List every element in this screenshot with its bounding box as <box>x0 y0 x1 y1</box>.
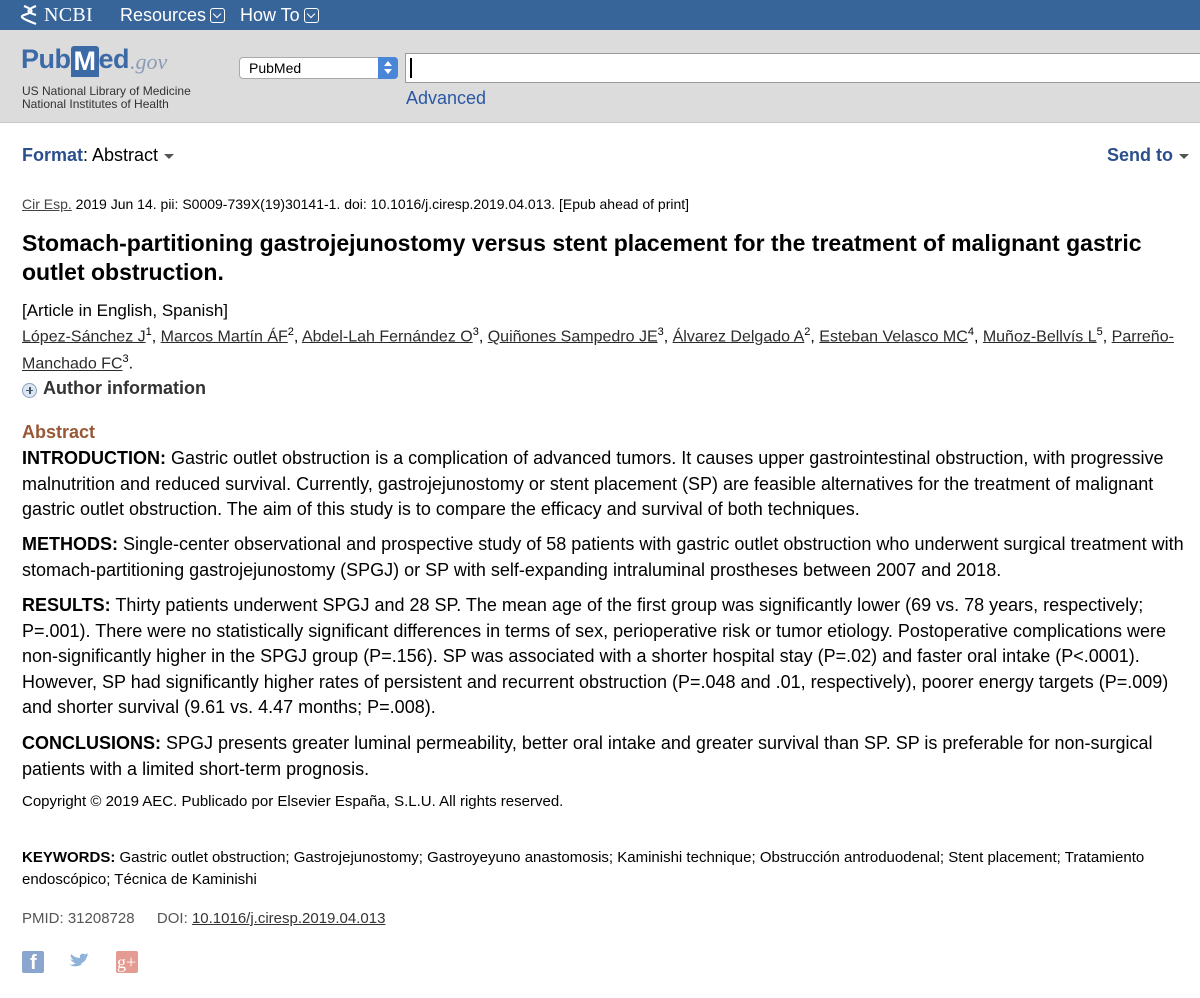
google-plus-icon: g+ <box>117 952 137 972</box>
author-information-toggle[interactable] <box>22 378 206 399</box>
doi-link[interactable]: 10.1016/j.ciresp.2019.04.013 <box>191 910 386 927</box>
ncbi-logo[interactable] <box>20 3 93 27</box>
author-affiliation: 3 <box>657 326 664 338</box>
logo-pub: Pub <box>21 44 71 74</box>
abstract-heading: Abstract <box>22 422 96 442</box>
nih-label: National Institutes of Health <box>22 97 169 111</box>
nlm-label: US National Library of Medicine <box>22 84 191 98</box>
resources-menu[interactable] <box>120 3 225 27</box>
pubmed-logo-text <box>21 44 129 75</box>
author-link[interactable]: Abdel-Lah Fernández O <box>301 328 473 346</box>
dropdown-arrow-icon <box>164 154 174 159</box>
author-affiliation: 3 <box>472 326 479 338</box>
logo-m: M <box>71 46 99 77</box>
author-information-label: Author information <box>43 378 206 398</box>
search-header <box>0 30 1200 123</box>
chevron-down-icon <box>304 8 319 23</box>
send-to-label: Send to <box>1107 145 1173 165</box>
select-arrows-icon <box>378 57 398 79</box>
doi-label: DOI: <box>156 910 192 927</box>
copyright-notice: Copyright © 2019 AEC. Publicado por Elsevier España, S.L.U. All rights reserved. <box>22 793 564 810</box>
ncbi-helix-icon <box>20 4 40 26</box>
twitter-bird-icon <box>68 951 90 973</box>
author-list: López-Sánchez $J^1$, Marcos Martín $ÁF^2$, Abdel-Lah Fernández $O^3$, Quiñones Sampedro $JE^3$, Álvarez Delgado $A^2$, Esteban Velasco $MC^4$, Muñoz-Bellvís $L^5$, Parreño-Manchado $FC^3$. <box>22 326 1174 373</box>
ncbi-top-bar <box>0 0 1200 30</box>
facebook-icon: f <box>30 952 37 974</box>
citation-line <box>22 196 689 212</box>
author-affiliation: 1 <box>145 326 152 338</box>
section-text: SPGJ presents greater luminal permeability, better oral intake and greater survival than SP. SP is preferable for non-surgical patients with a limited short-term prognosis. <box>22 733 1153 779</box>
author-link[interactable]: Parreño-Manchado FC <box>22 328 1174 373</box>
journal-link[interactable]: Cir Esp. <box>22 196 72 212</box>
twitter-share-button[interactable] <box>68 951 90 973</box>
pubmed-logo[interactable] <box>21 44 167 75</box>
section-text: Single-center observational and prospective study of 58 patients with gastric outlet obstruction who underwent surgical treatment with stomach-partitioning gastrojejunostomy (SPGJ) or SP with self-expanding intraluminal prostheses between 2007 and 2018. <box>22 534 1184 580</box>
chevron-down-icon <box>210 8 225 23</box>
advanced-search-link[interactable]: Advanced <box>406 88 487 108</box>
format-value: Abstract <box>92 145 159 165</box>
author-affiliation: 2 <box>287 326 294 338</box>
identifiers <box>22 910 385 927</box>
text-cursor <box>410 58 412 78</box>
pmid: PMID: 31208728 <box>22 910 135 927</box>
author-affiliation: 4 <box>967 326 974 338</box>
author-affiliation: 3 <box>122 353 129 366</box>
article-title: Stomach-partitioning gastrojejunostomy versus stent placement for the treatment of malignant gastric outlet obstruction. <box>22 230 1142 285</box>
database-select[interactable] <box>239 57 398 79</box>
author-link[interactable]: Quiñones Sampedro JE <box>487 328 658 346</box>
author-link[interactable]: Esteban Velasco MC <box>819 328 968 346</box>
format-dropdown[interactable] <box>22 145 174 166</box>
abstract-conclusions <box>22 731 1187 782</box>
resources-label: Resources <box>120 4 207 25</box>
database-select-value: PubMed <box>249 60 302 76</box>
citation-details: 2019 Jun 14. pii: S0009-739X(19)30141-1. doi: 10.1016/j.ciresp.2019.04.013. [Epub ahead of print] <box>71 196 690 212</box>
abstract-introduction <box>22 446 1187 523</box>
author-link[interactable]: Muñoz-Bellvís L <box>982 328 1097 346</box>
section-label: METHODS: <box>22 534 118 554</box>
section-label: RESULTS: <box>22 595 111 615</box>
search-input[interactable] <box>405 53 1200 83</box>
send-to-dropdown[interactable] <box>1107 145 1189 166</box>
format-label: Format <box>22 145 84 165</box>
section-label: CONCLUSIONS: <box>22 733 161 753</box>
dropdown-arrow-icon <box>1179 154 1189 159</box>
logo-gov: .gov <box>130 49 168 74</box>
author-link[interactable]: López-Sánchez J <box>22 328 146 346</box>
keywords-text: Gastric outlet obstruction; Gastrojejunostomy; Gastroyeyuno anastomosis; Kaminishi technique; Obstrucción antroduodenal; Stent placement; Tratamiento endoscópico; Técnica de Kaminishi <box>22 849 1145 888</box>
section-label: INTRODUCTION: <box>22 448 166 468</box>
expand-plus-icon <box>22 383 37 398</box>
abstract-results <box>22 593 1187 721</box>
abstract-methods <box>22 532 1187 583</box>
author-affiliation: 5 <box>1096 326 1103 338</box>
keywords <box>22 847 1192 891</box>
section-text: Thirty patients underwent SPGJ and 28 SP. The mean age of the first group was significantly lower (69 vs. 78 years, respectively; P=.001). There were no statistically significant differences in terms of sex, perioperative risk or tumor etiology. Postoperative complications were non-significantly higher in the SPGJ group (P=.156). SP was associated with a shorter hospital stay (P=.02) and faster oral intake (P<.0001). However, SP had significantly higher rates of persistent and recurrent obstruction (P=.048 and .01, respectively), poorer energy targets (P=.009) and shorter survival (9.61 vs. 4.47 months; P=.008). <box>22 595 1169 717</box>
howto-label: How To <box>240 4 300 25</box>
facebook-share-button[interactable] <box>22 951 44 973</box>
article-language-note: [Article in English, Spanish] <box>22 301 228 320</box>
google-plus-share-button[interactable] <box>116 951 138 973</box>
howto-menu[interactable] <box>240 3 319 27</box>
author-link[interactable]: Álvarez Delgado A <box>672 328 805 346</box>
author-link[interactable]: Marcos Martín ÁF <box>160 328 288 346</box>
author-affiliation: 2 <box>804 326 811 338</box>
keywords-label: KEYWORDS: <box>22 849 116 866</box>
ncbi-logo-text: NCBI <box>44 3 93 26</box>
format-colon: : <box>83 145 93 165</box>
section-text: Gastric outlet obstruction is a complication of advanced tumors. It causes upper gastrointestinal obstruction, with progressive malnutrition and reduced survival. Currently, gastrojejunostomy or stent placement (SP) are feasible alternatives for the treatment of malignant gastric outlet obstruction. The aim of this study is to compare the efficacy and survival of both techniques. <box>22 448 1164 519</box>
logo-ed: ed <box>98 44 130 74</box>
